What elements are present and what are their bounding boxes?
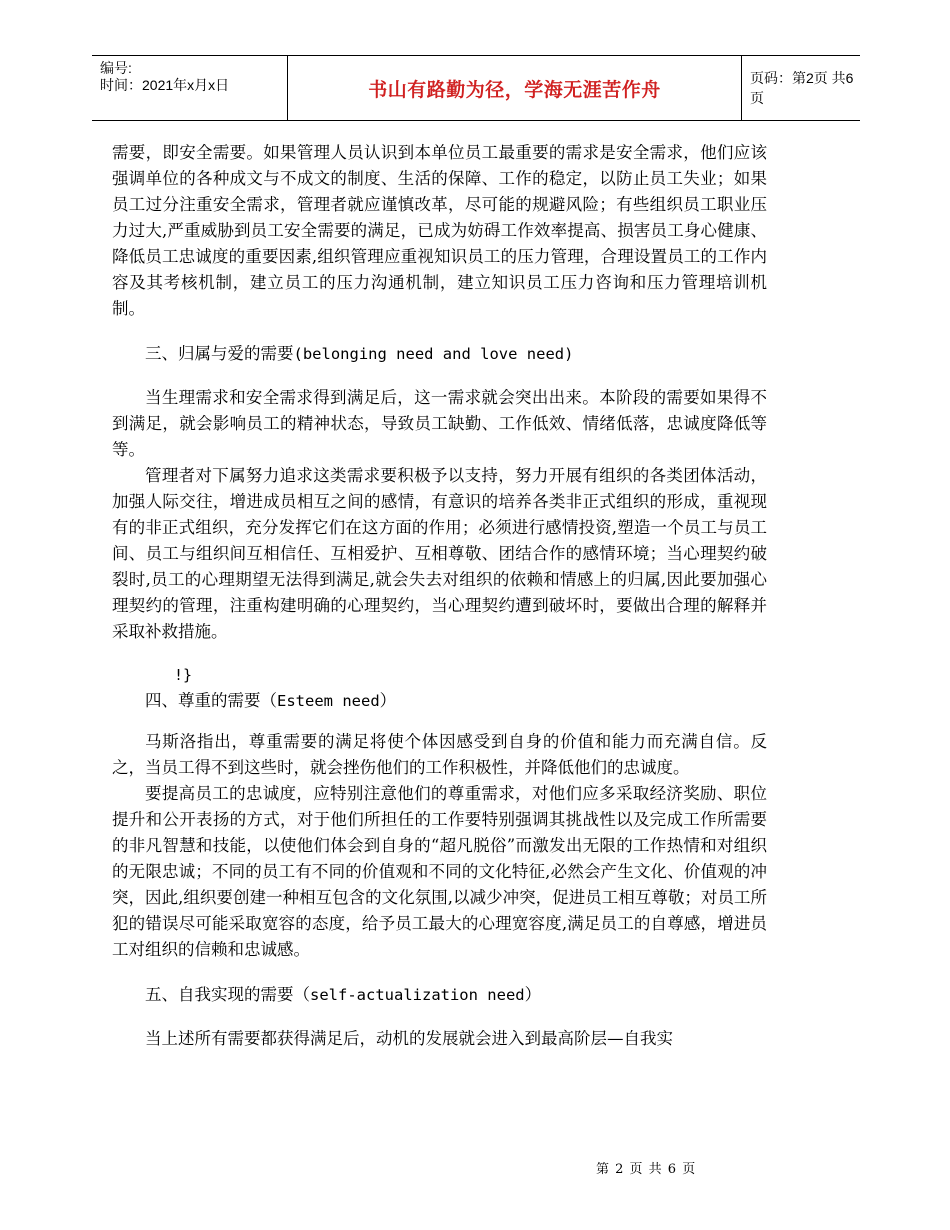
section-heading-self-actualization-en: self-actualization need (310, 986, 525, 1004)
paragraph-safety-continued: 需要，即安全需要。如果管理人员认识到本单位员工最重要的需求是安全需求，他们应该强调单位的各种成文与不成文的制度、生活的保障、工作的稳定，以防止员工失业；如果员工过分注重安全需求，管理者就应谨慎改革，尽可能的规避风险；有些组织员工职业压力过大,严重威胁到员工安全需要的满足，已成为妨碍工作效率提高、损害员工身心健康、降低员工忠诚度的重要因素,组织管理应重视知识员工的压力管理，合理设置员工的工作内容及其考核机制，建立员工的压力沟通机制，建立知识员工压力咨询和压力管理培训机制。 (112, 143, 767, 318)
paragraph-self-actualization: 当上述所有需要都获得满足后，动机的发展就会进入到最高阶层—自我实 (145, 1029, 673, 1048)
section-heading-esteem-prefix: 四、尊重的需要（ (145, 691, 277, 710)
section-heading-self-actualization-prefix: 五、自我实现的需要（ (145, 985, 310, 1004)
stray-mark: !} (174, 666, 193, 684)
section-heading-esteem-en: Esteem need (277, 692, 380, 710)
header-motto-cell (287, 56, 742, 120)
page-footer: 第 2 页 共 6 页 (596, 1162, 697, 1177)
section-heading-self-actualization-suffix: ） (524, 985, 542, 1004)
header-page-info: 页码：第2页 共6页 (750, 70, 854, 106)
paragraph-belonging-management: 管理者对下属努力追求这类需求要积极予以支持，努力开展有组织的各类团体活动，加强人际交往，增进成员相互之间的感情，有意识的培养各类非正式组织的形成，重视现有的非正式组织，充分发挥它们在这方面的作用；必须进行感情投资,塑造一个员工与员工间、员工与组织间互相信任、互相爱护、互相尊敬、团结合作的感情环境；当心理契约破裂时,员工的心理期望无法得到满足,就会失去对组织的依赖和情感上的归属,因此要加强心理契约的管理，注重构建明确的心理契约，当心理契约遭到破坏时，要做出合理的解释并采取补救措施。 (112, 466, 767, 641)
header-meta (92, 56, 287, 120)
section-heading-esteem-suffix: ） (379, 691, 397, 710)
header-page-info-cell (742, 56, 860, 120)
section-heading-belonging-en: (belonging need and love need) (293, 345, 574, 363)
section-heading-belonging (112, 341, 767, 367)
time-label: 时间：2021年x月x日 (100, 77, 230, 93)
document-body (112, 140, 767, 1052)
paragraph-esteem-intro: 马斯洛指出，尊重需要的满足将使个体因感受到自身的价值和能力而充满自信。反之，当员工得不到这些时，就会挫伤他们的工作积极性，并降低他们的忠诚度。 (112, 732, 767, 777)
section-heading-esteem (112, 688, 767, 714)
section-heading-self-actualization (112, 982, 767, 1008)
header-motto: 书山有路勤为径，学海无涯苦作舟 (368, 78, 661, 101)
page-header (92, 55, 860, 121)
section-heading-belonging-prefix: 三、归属与爱的需要 (145, 344, 294, 363)
paragraph-esteem-management: 要提高员工的忠诚度，应特别注意他们的尊重需求，对他们应多采取经济奖励、职位提升和公开表扬的方式，对于他们所担任的工作要特别强调其挑战性以及完成工作所需要的非凡智慧和技能，以使他们体会到自身的“超凡脱俗”而激发出无限的工作热情和对组织的无限忠诚；不同的员工有不同的价值观和不同的文化特征,必然会产生文化、价值观的冲突，因此,组织要创建一种相互包含的文化氛围,以减少冲突，促进员工相互尊敬；对员工所犯的错误尽可能采取宽容的态度，给予员工最大的心理宽容度,满足员工的自尊感，增进员工对组织的信赖和忠诚感。 (112, 784, 767, 959)
paragraph-belonging-intro: 当生理需求和安全需求得到满足后，这一需求就会突出出来。本阶段的需要如果得不到满足，就会影响员工的精神状态，导致员工缺勤、工作低效、情绪低落，忠诚度降低等等。 (112, 388, 767, 459)
serial-label: 编号: (100, 60, 132, 76)
